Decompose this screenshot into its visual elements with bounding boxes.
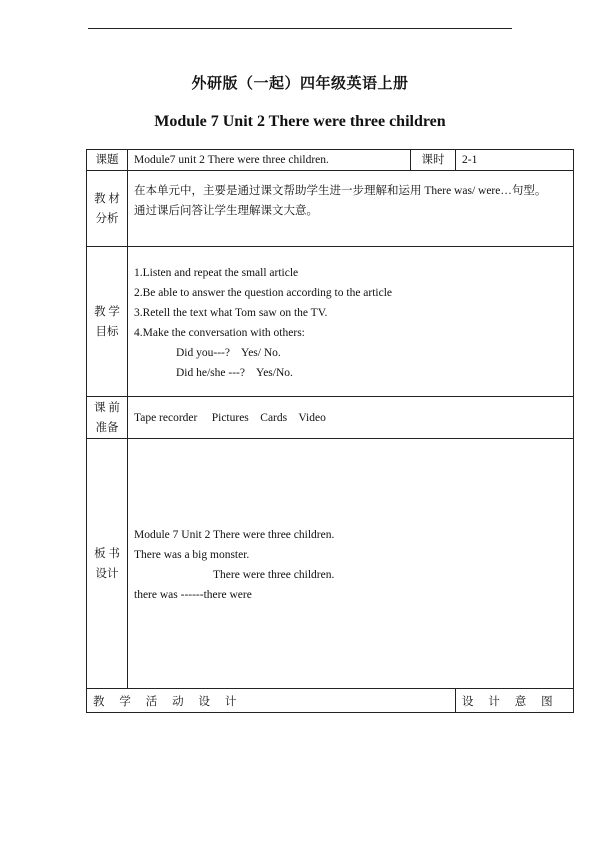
- objective-item: 2.Be able to answer the question according to the article: [134, 286, 393, 299]
- period-label: 课时: [411, 150, 456, 171]
- activity-label: 教 学 活 动 设 计: [87, 689, 456, 713]
- board-design: [128, 439, 574, 689]
- intent-label: 设 计 意 图: [456, 689, 574, 713]
- board-line: There was a big monster.: [134, 548, 250, 561]
- objective-example: Did you---? Yes/ No.: [176, 346, 281, 359]
- board-line: There were three children.: [213, 568, 335, 581]
- period-value: 2-1: [456, 150, 574, 171]
- document-title: 外研版（一起）四年级英语上册: [191, 74, 409, 92]
- prep-row: [87, 397, 574, 439]
- board-line: there was ------there were: [134, 588, 252, 601]
- prep-text: Tape recorder Pictures Cards Video: [128, 397, 574, 439]
- objective-example: Did he/she ---? Yes/No.: [176, 366, 293, 379]
- board-label: 板 书 设计: [87, 439, 128, 689]
- board-row: [87, 439, 574, 689]
- header-rule: [88, 28, 512, 29]
- document-subtitle: Module 7 Unit 2 There were three children: [154, 113, 446, 130]
- topic-row: [87, 150, 574, 171]
- topic-value: Module7 unit 2 There were three children.: [128, 150, 411, 171]
- analysis-text: 在本单元中，主要是通过课文帮助学生进一步理解和运用 There was/ were…句型。 通过课后问答让学生理解课文大意。: [128, 171, 574, 247]
- analysis-label: 教 材 分析: [87, 171, 128, 247]
- objectives-label: 教 学 目标: [87, 247, 128, 397]
- objective-item: 4.Make the conversation with others:: [134, 326, 305, 339]
- analysis-row: [87, 171, 574, 247]
- activity-row: [87, 689, 574, 713]
- lesson-plan-table: [86, 149, 574, 713]
- objective-item: 1.Listen and repeat the small article: [134, 266, 299, 279]
- prep-label: 课 前 准备: [87, 397, 128, 439]
- objectives-list: [128, 247, 574, 397]
- board-line: Module 7 Unit 2 There were three children.: [134, 528, 335, 541]
- objectives-row: [87, 247, 574, 397]
- topic-label: 课题: [87, 150, 128, 171]
- objective-item: 3.Retell the text what Tom saw on the TV.: [134, 306, 328, 319]
